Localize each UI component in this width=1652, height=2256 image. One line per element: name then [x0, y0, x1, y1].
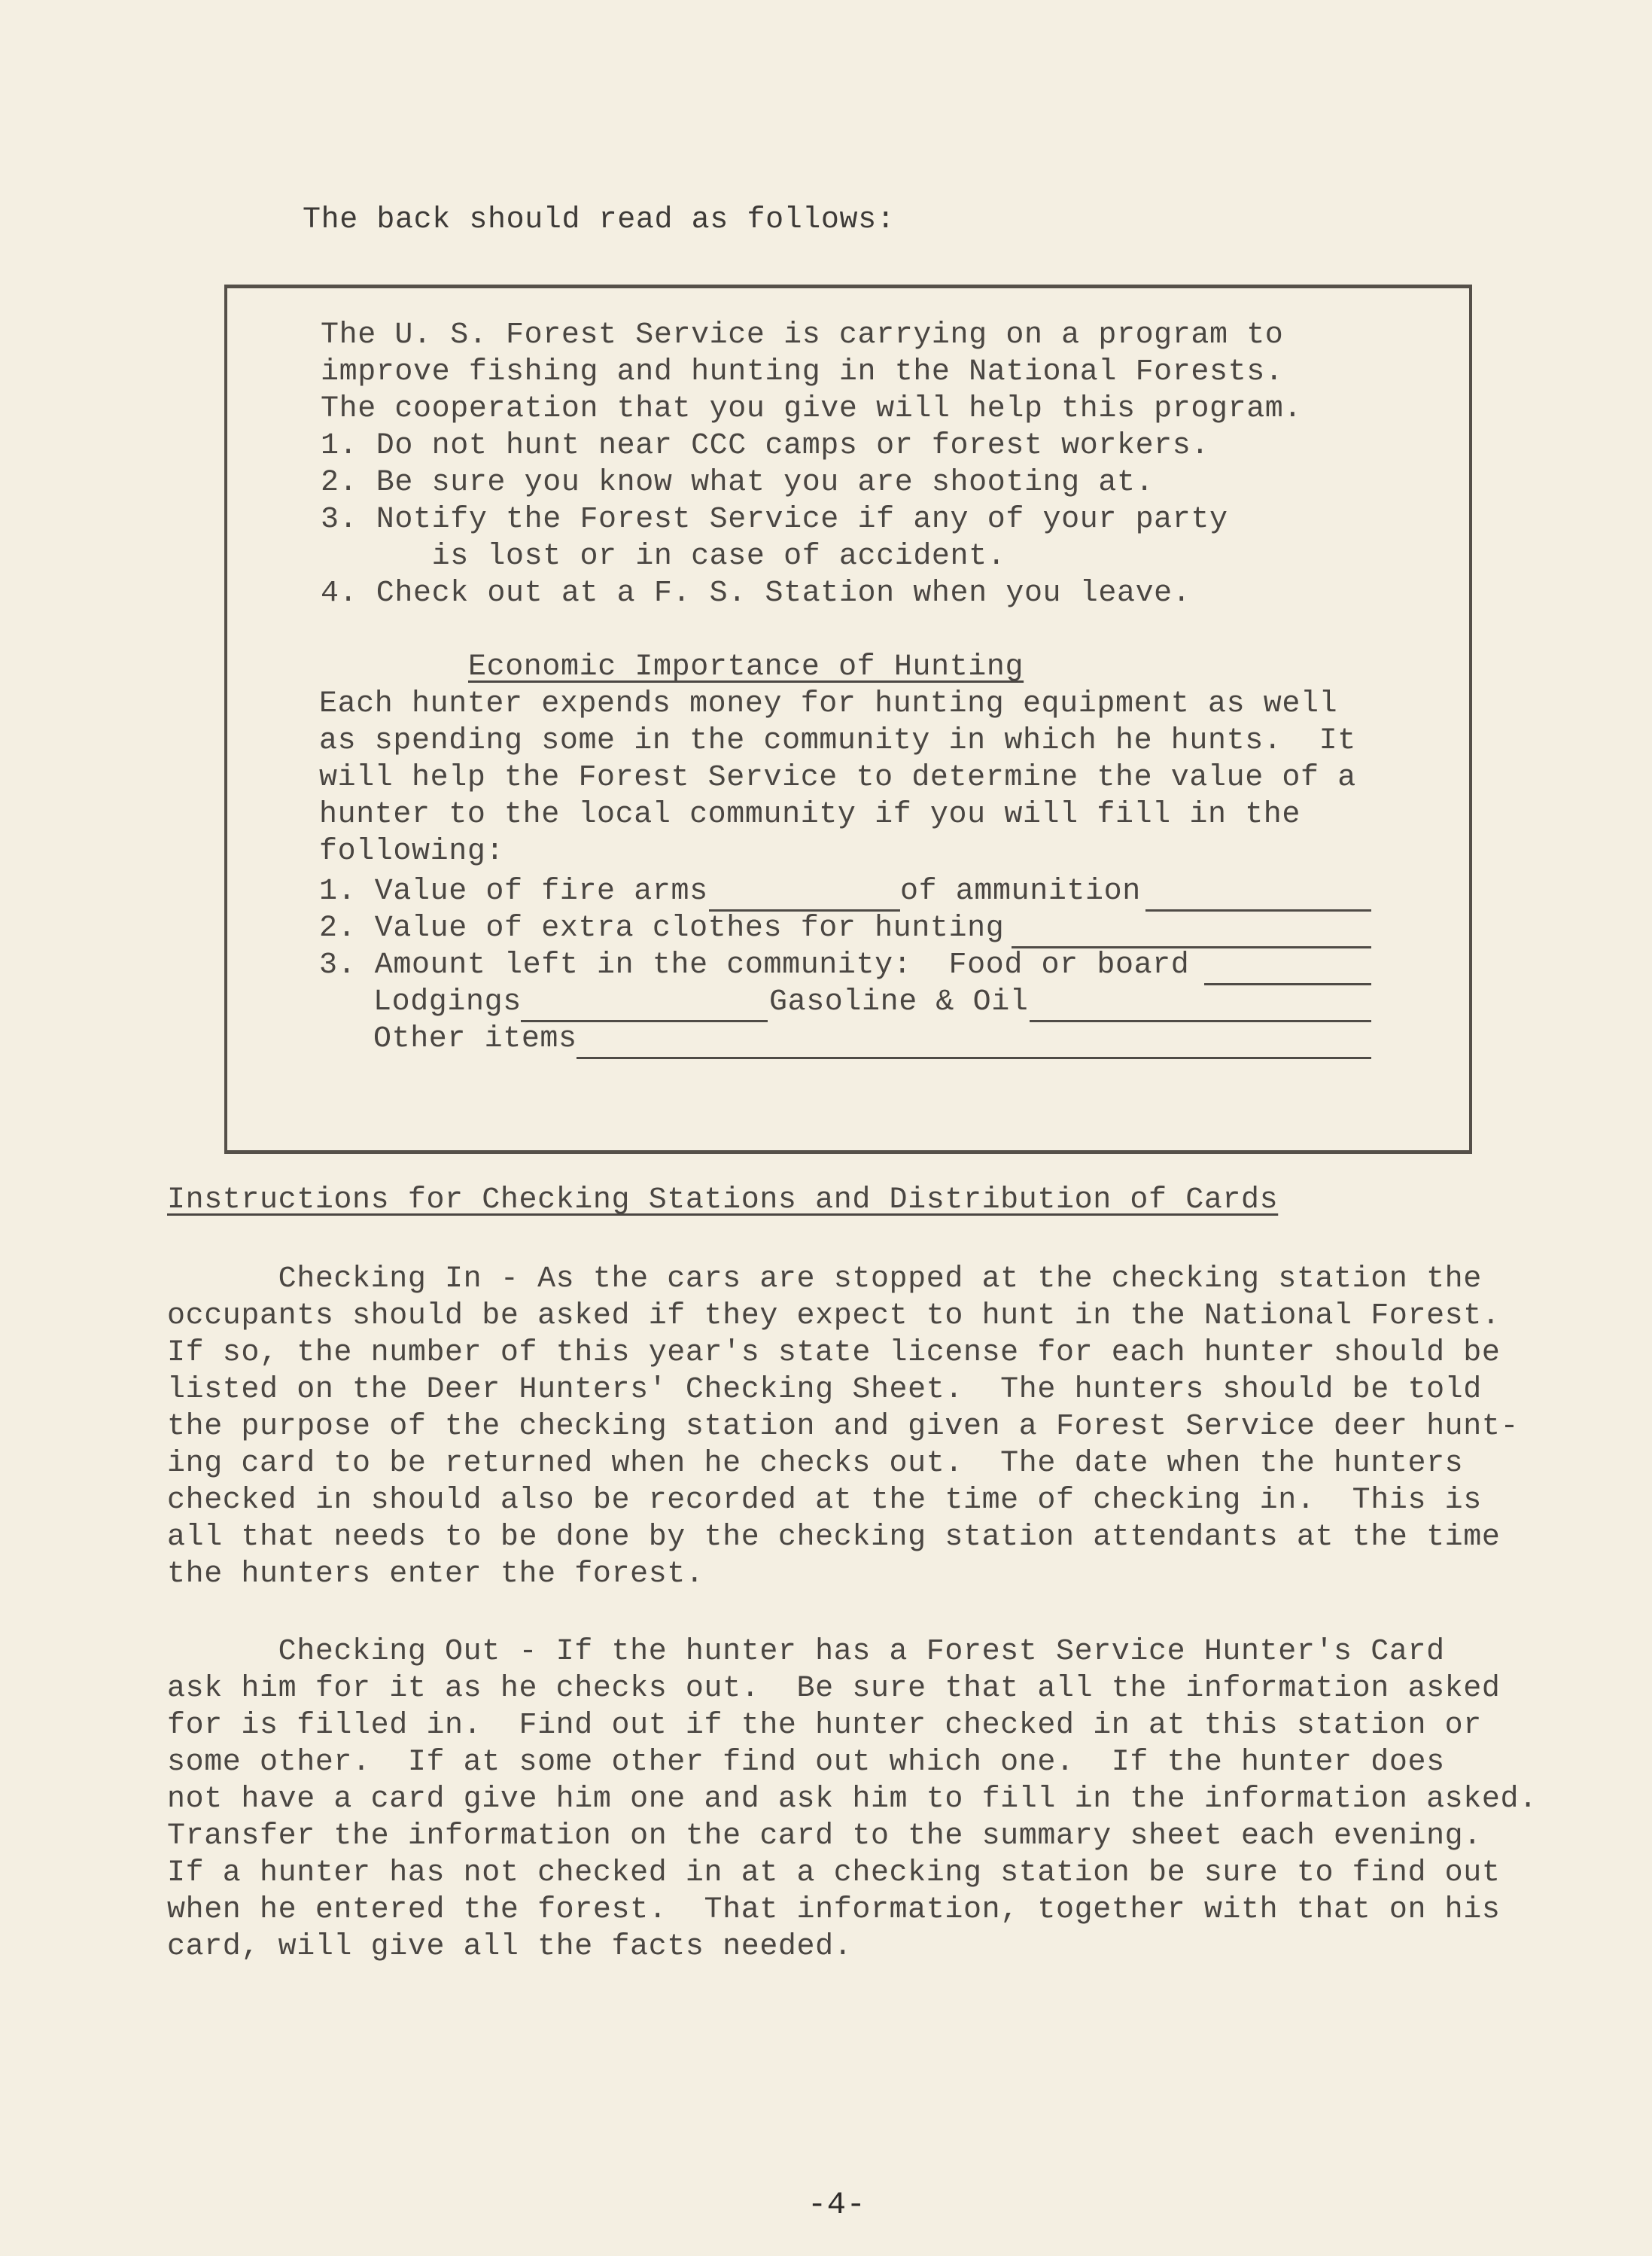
checking-in-line: all that needs to be done by the checking station attendants at the time	[167, 1521, 1501, 1554]
other-items-blank	[577, 1033, 1371, 1059]
gasoline-blank	[1030, 996, 1371, 1022]
ammunition-blank	[1145, 885, 1371, 912]
card-rule: is lost or in case of accident.	[321, 540, 1006, 574]
card-rule: 3. Notify the Forest Service if any of your party	[321, 503, 1228, 537]
page-number: -4-	[808, 2187, 866, 2223]
card-rule: 4. Check out at a F. S. Station when you leave.	[321, 577, 1191, 610]
checking-out-line: not have a card give him one and ask him to fill in the information asked.	[167, 1783, 1538, 1816]
card-program-line: The U. S. Forest Service is carrying on a program to	[321, 318, 1284, 352]
lodgings-blank	[521, 996, 768, 1022]
form-firearms-label: 1. Value of fire arms	[319, 875, 708, 909]
intro-line: The back should read as follows:	[303, 203, 896, 237]
econ-line: Each hunter expends money for hunting equipment as well	[319, 687, 1338, 721]
form-clothes-label: 2. Value of extra clothes for hunting	[319, 912, 1005, 945]
checking-in-line: checked in should also be recorded at the time of checking in. This is	[167, 1484, 1482, 1518]
card-rule: 1. Do not hunt near CCC camps or forest workers.	[321, 429, 1209, 463]
checking-out-line: ask him for it as he checks out. Be sure that all the information asked	[167, 1672, 1501, 1706]
checking-out-line: card, will give all the facts needed.	[167, 1930, 853, 1964]
checking-out-line: some other. If at some other find out which one. If the hunter does	[167, 1746, 1445, 1780]
checking-out-line: Checking Out - If the hunter has a Forest Service Hunter's Card	[167, 1635, 1445, 1669]
form-lodgings-label: Lodgings	[373, 985, 522, 1019]
form-gasoline-label: Gasoline & Oil	[769, 985, 1029, 1019]
card-program-line: The cooperation that you give will help this program.	[321, 392, 1303, 426]
section-heading: Instructions for Checking Stations and Distribution of Cards	[167, 1183, 1279, 1217]
card-program-line: improve fishing and hunting in the National Forests.	[321, 355, 1284, 389]
checking-in-line: Checking In - As the cars are stopped at the checking station the	[167, 1262, 1482, 1296]
checking-in-line: If so, the number of this year's state license for each hunter should be	[167, 1336, 1501, 1370]
form-other-label: Other items	[373, 1022, 577, 1056]
checking-in-line: listed on the Deer Hunters' Checking Sheet. The hunters should be told	[167, 1373, 1482, 1407]
econ-line: as spending some in the community in which he hunts. It	[319, 724, 1356, 758]
checking-in-line: the purpose of the checking station and given a Forest Service deer hunt-	[167, 1410, 1520, 1444]
checking-out-line: If a hunter has not checked in at a checking station be sure to find out	[167, 1856, 1501, 1890]
checking-out-line: for is filled in. Find out if the hunter checked in at this station or	[167, 1709, 1482, 1743]
econ-title: Economic Importance of Hunting	[468, 650, 1024, 684]
econ-line: following:	[319, 835, 505, 869]
checking-in-line: occupants should be asked if they expect to hunt in the National Forest.	[167, 1299, 1501, 1333]
firearms-blank	[709, 885, 900, 912]
checking-out-line: when he entered the forest. That information, together with that on his	[167, 1893, 1501, 1927]
econ-line: will help the Forest Service to determine the value of a	[319, 761, 1356, 795]
clothes-blank	[1012, 922, 1371, 948]
checking-in-line: the hunters enter the forest.	[167, 1557, 704, 1591]
card-rule: 2. Be sure you know what you are shooting at.	[321, 466, 1155, 500]
econ-line: hunter to the local community if you will fill in the	[319, 798, 1301, 832]
checking-out-line: Transfer the information on the card to the summary sheet each evening.	[167, 1819, 1482, 1853]
form-community-label: 3. Amount left in the community: Food or board	[319, 948, 1190, 982]
food-board-blank	[1204, 959, 1371, 985]
form-ammunition-label: of ammunition	[900, 875, 1141, 909]
checking-in-line: ing card to be returned when he checks out. The date when the hunters	[167, 1447, 1464, 1481]
